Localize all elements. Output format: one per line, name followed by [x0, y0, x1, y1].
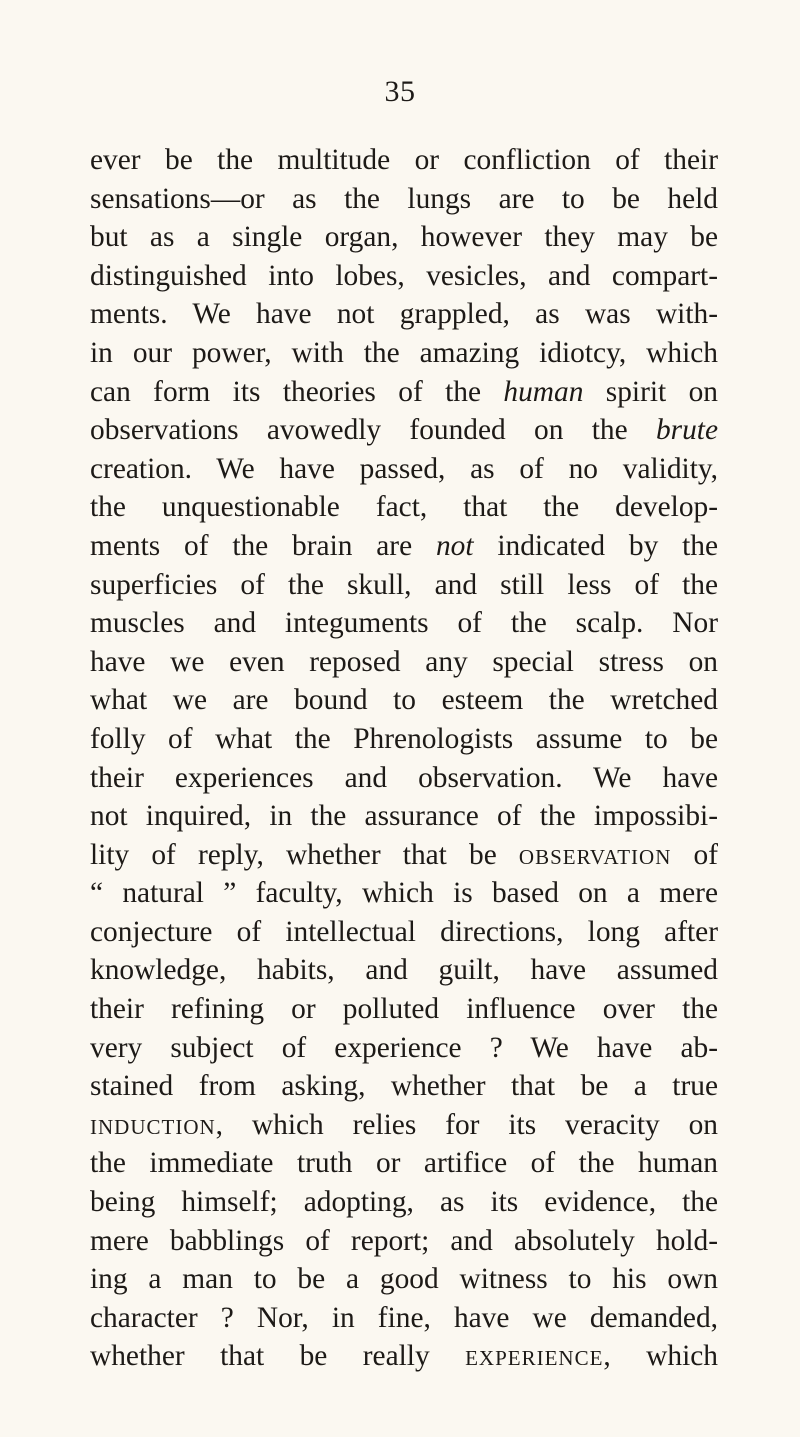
text-line: [90, 681, 718, 720]
text-line: [90, 450, 718, 489]
text-line: [90, 720, 718, 759]
italic-text: human: [503, 375, 584, 408]
text-line: [90, 488, 718, 527]
text-segment: the unquestionable fact, that the develop-: [90, 491, 718, 524]
text-segment: knowledge, habits, and guilt, have assumed: [90, 954, 718, 987]
text-segment: have we even reposed any special stress on: [90, 645, 718, 678]
text-segment: not inquired, in the assurance of the impossibi-: [90, 800, 718, 833]
text-segment: ever be the multitude or confliction of their: [90, 144, 718, 176]
text-segment: observations avowedly founded on the: [90, 414, 656, 447]
text-line: [90, 373, 718, 412]
text-line: [90, 257, 718, 296]
text-segment: but as a single organ, however they may be: [90, 221, 718, 254]
italic-text: brute: [655, 414, 718, 447]
text-line: [90, 334, 718, 373]
small-caps-text: experience: [465, 1340, 604, 1373]
text-segment: stained from asking, whether that be a true: [90, 1070, 718, 1103]
text-segment: distinguished into lobes, vesicles, and compart-: [90, 259, 718, 292]
text-line: [90, 1299, 718, 1338]
text-line: [90, 1222, 718, 1261]
text-segment: can form its theories of the: [90, 375, 504, 408]
text-line: [90, 566, 718, 605]
text-line: [90, 1029, 718, 1068]
small-caps-text: observation: [518, 838, 672, 871]
text-line: [90, 1260, 718, 1299]
text-line: [90, 527, 718, 566]
text-segment: indicated by the: [473, 529, 718, 562]
text-segment: muscles and integuments of the scalp. Nor: [90, 607, 718, 640]
text-segment: ments of the brain are: [90, 529, 436, 562]
text-line: [90, 1183, 718, 1222]
text-segment: very subject of experience ? We have ab-: [90, 1031, 718, 1064]
text-line: [90, 874, 718, 913]
text-segment: lity of reply, whether that be: [90, 838, 519, 871]
text-line: [90, 913, 718, 952]
text-segment: sensations—or as the lungs are to be held: [90, 182, 718, 215]
text-line: [90, 836, 718, 875]
text-line: [90, 1067, 718, 1106]
text-line: [90, 1106, 718, 1145]
text-line: [90, 951, 718, 990]
text-line: [90, 218, 718, 257]
text-segment: , which: [603, 1340, 718, 1373]
text-line: [90, 643, 718, 682]
text-line: [90, 295, 718, 334]
text-line: [90, 604, 718, 643]
page-number: 35: [384, 75, 416, 108]
text-line: [90, 180, 718, 219]
text-line: [90, 141, 718, 180]
text-segment: folly of what the Phrenologists assume to be: [90, 722, 718, 755]
text-segment: the immediate truth or artifice of the human: [90, 1147, 718, 1180]
text-segment: their refining or polluted influence over the: [90, 993, 718, 1026]
text-segment: being himself; adopting, as its evidence, the: [90, 1186, 718, 1219]
text-segment: of: [671, 838, 718, 871]
text-segment: ing a man to be a good witness to his own: [90, 1263, 718, 1296]
text-segment: conjecture of intellectual directions, long after: [90, 915, 718, 948]
text-segment: what we are bound to esteem the wretched: [90, 684, 718, 717]
text-line: [90, 1337, 718, 1376]
text-line: [90, 411, 718, 450]
text-segment: in our power, with the amazing idiotcy, which: [90, 336, 718, 369]
text-segment: creation. We have passed, as of no validity,: [90, 452, 718, 485]
text-segment: spirit on: [583, 375, 718, 408]
body-text: [90, 141, 718, 1376]
text-segment: character ? Nor, in fine, have we demanded,: [90, 1301, 718, 1334]
text-line: [90, 1144, 718, 1183]
text-line: [90, 759, 718, 798]
text-segment: , which relies for its veracity on: [215, 1108, 718, 1141]
text-segment: whether that be really: [90, 1340, 466, 1373]
text-segment: “ natural ” faculty, which is based on a mere: [90, 877, 718, 910]
text-segment: their experiences and observation. We have: [90, 761, 718, 794]
text-line: [90, 797, 718, 836]
text-line: [90, 990, 718, 1029]
text-segment: superficies of the skull, and still less of the: [90, 568, 718, 601]
italic-text: not: [435, 529, 474, 562]
text-segment: mere babblings of report; and absolutely hold-: [90, 1224, 718, 1257]
text-segment: ments. We have not grappled, as was with-: [90, 298, 718, 331]
small-caps-text: induction: [90, 1108, 216, 1141]
